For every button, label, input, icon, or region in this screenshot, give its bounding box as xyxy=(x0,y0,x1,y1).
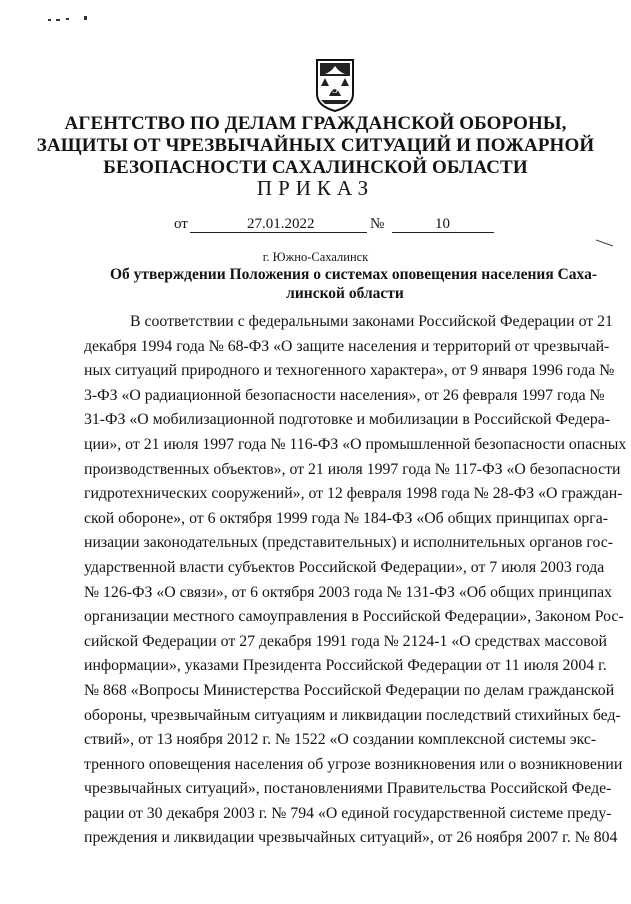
body-line: организации местного самоуправления в Российской Федерации», Законом Рос- xyxy=(84,608,624,626)
scan-speck xyxy=(48,19,51,21)
date-underline xyxy=(190,232,367,233)
svg-text:5: 5 xyxy=(332,82,338,96)
city: г. Южно-Сахалинск xyxy=(262,250,369,264)
body-text xyxy=(84,310,627,851)
body-line: декабря 1994 года № 68-ФЗ «О защите населения и территорий от чрезвычай- xyxy=(84,337,610,355)
sakhalin-coat-of-arms-icon xyxy=(315,56,355,112)
scan-speck xyxy=(56,19,60,21)
order-title-line: линской области xyxy=(286,285,404,302)
order-date: 27.01.2022 xyxy=(247,216,315,232)
body-line: ской обороне», от 6 октября 1999 года № 184-ФЗ «Об общих принципах орга- xyxy=(84,509,609,527)
body-line: 3-ФЗ «О радиационной безопасности населения», от 26 февраля 1997 года № xyxy=(84,386,605,404)
agency-name xyxy=(0,113,631,179)
body-line: В соответствии с федеральными законами Российской Федерации от 21 xyxy=(130,313,613,330)
body-line: гидротехнических сооружений», от 12 февраля 1998 года № 28-ФЗ «О граждан- xyxy=(84,485,623,503)
order-title-line: Об утверждении Положения о системах оповещения населения Саха- xyxy=(110,266,597,283)
agency-line: АГЕНТСТВО ПО ДЕЛАМ ГРАЖДАНСКОЙ ОБОРОНЫ, xyxy=(64,113,567,134)
body-line: преждения и ликвидации чрезвычайных ситуаций», от 26 ноября 2007 г. № 804 xyxy=(84,829,618,847)
body-line: ударственной власти субъектов Российской Федерации», от 7 июля 2003 года xyxy=(84,558,605,576)
agency-line: ЗАЩИТЫ ОТ ЧРЕЗВЫЧАЙНЫХ СИТУАЦИЙ И ПОЖАРНОЙ xyxy=(36,135,595,156)
body-line: ции», от 21 июля 1997 года № 116-ФЗ «О промышленной безопасности опасных xyxy=(84,435,627,453)
body-line: производственных объектов», от 21 июля 1997 года № 117-ФЗ «О безопасности xyxy=(84,460,621,478)
document-type: ПРИКАЗ xyxy=(256,176,375,200)
order-number: 10 xyxy=(435,216,450,232)
agency-line: БЕЗОПАСНОСТИ САХАЛИНСКОЙ ОБЛАСТИ xyxy=(103,157,528,178)
body-line: № 868 «Вопросы Министерства Российской Федерации по делам гражданской xyxy=(84,681,615,699)
body-line: № 126-ФЗ «О связи», от 6 октября 2003 года № 131-ФЗ «Об общих принципах xyxy=(84,583,613,601)
body-line: тренного оповещения населения об угрозе возникновения или о возникновении xyxy=(84,755,623,773)
pen-mark xyxy=(595,238,615,248)
body-line: информации», указами Президента Российской Федерации от 11 июля 2004 г. xyxy=(84,657,607,675)
scan-speck xyxy=(84,16,87,20)
scan-speck xyxy=(66,18,69,20)
from-label: от xyxy=(174,216,188,232)
body-line: ных ситуаций природного и техногенного характера», от 9 января 1996 года № xyxy=(84,362,615,380)
body-line: низации законодательных (представительных) и исполнительных органов гос- xyxy=(84,534,614,552)
number-label: № xyxy=(370,216,385,232)
body-line: чрезвычайных ситуаций», постановлениями Правительства Российской Феде- xyxy=(84,780,612,798)
body-line: сийской Федерации от 27 декабря 1991 года № 2124-1 «О средствах массовой xyxy=(84,632,607,650)
order-title xyxy=(110,265,597,303)
body-line: рации от 30 декабря 2003 г. № 794 «О единой государственной системе преду- xyxy=(84,804,612,822)
body-line: 31-ФЗ «О мобилизационной подготовке и мобилизации в Российской Федера- xyxy=(84,411,611,429)
number-underline xyxy=(392,232,494,233)
body-line: обороны, чрезвычайным ситуациям и ликвидации последствий стихийных бед- xyxy=(84,706,621,724)
body-line: ствий», от 13 ноября 2012 г. № 1522 «О создании комплексной системы экс- xyxy=(84,731,597,749)
